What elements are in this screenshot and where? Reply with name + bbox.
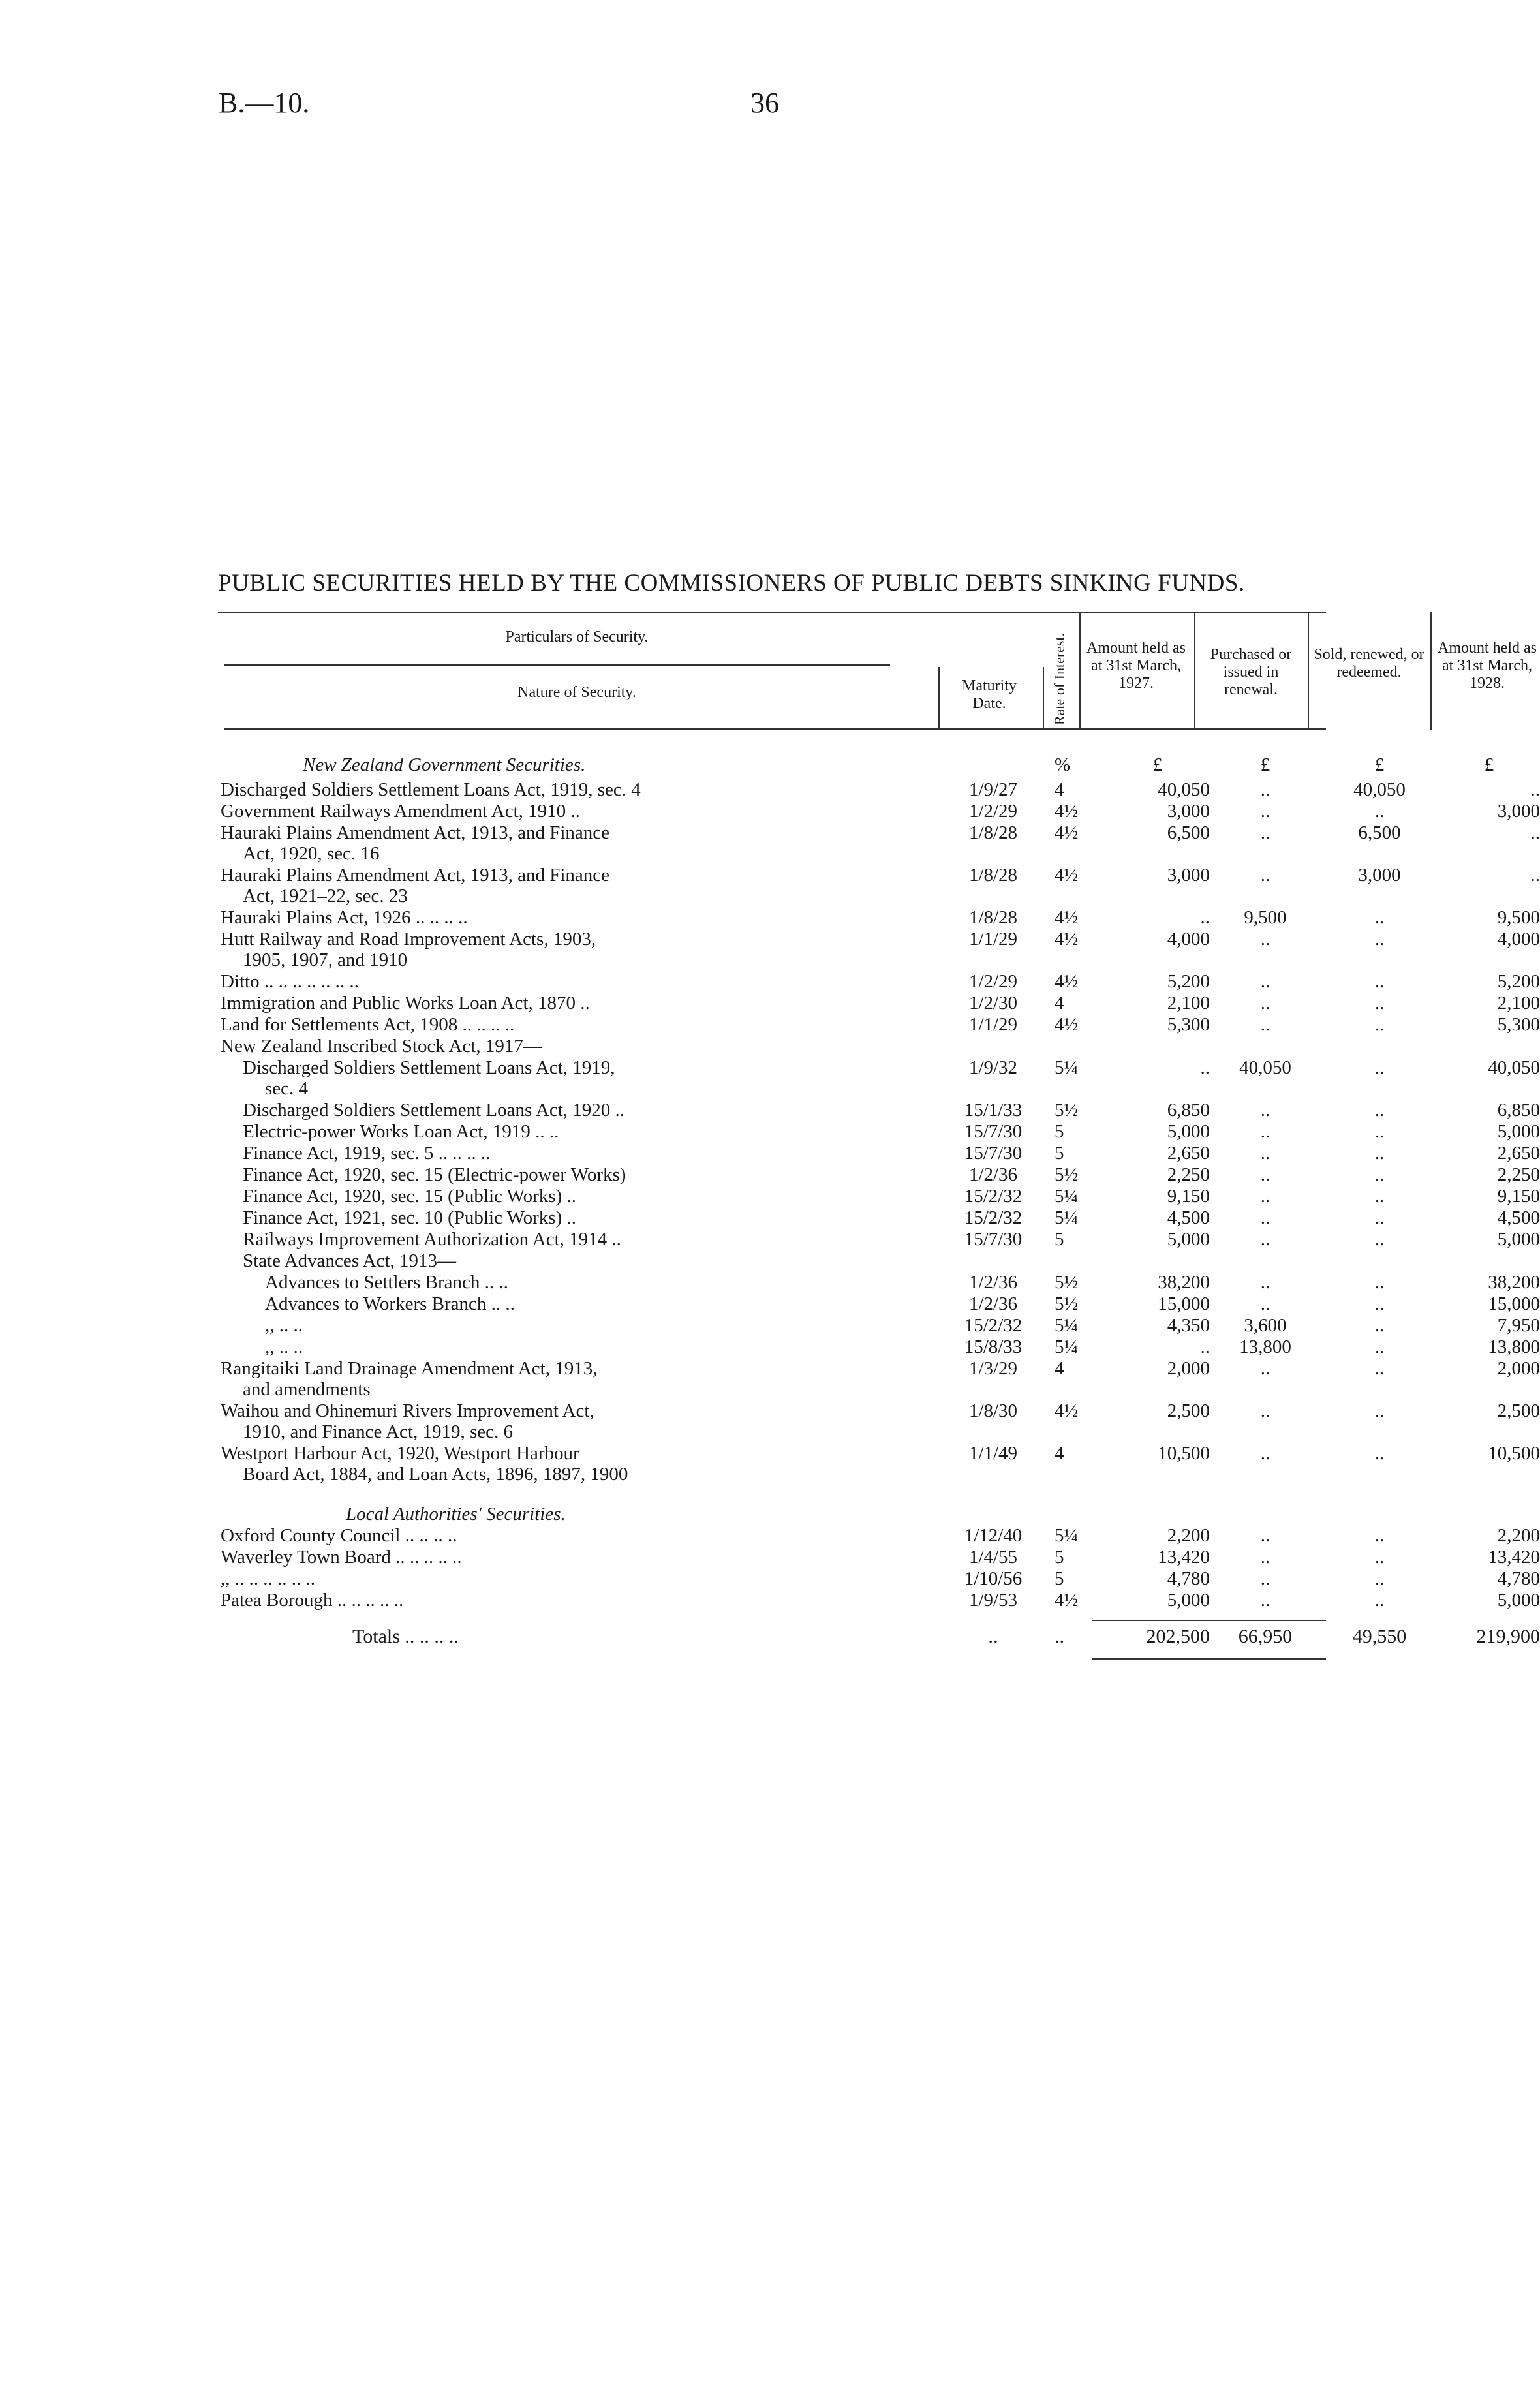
col-rule-held27 (1194, 612, 1195, 730)
header-held-1928: Amount held as at 31st March, 1928. (1438, 640, 1537, 692)
amount-held-1928: 2,000 (1497, 1358, 1540, 1379)
interest-rate: 4½ (1055, 971, 1079, 992)
interest-rate: 4 (1055, 1358, 1064, 1379)
maturity-date: 1/1/49 (968, 1443, 1018, 1464)
interest-rate: 5¼ (1055, 1525, 1079, 1546)
amount-held-1928: 9,500 (1497, 907, 1540, 928)
amount-held-1927: 2,100 (1167, 993, 1210, 1013)
amount-purchased: .. (1260, 1358, 1270, 1379)
interest-rate: 5¼ (1055, 1186, 1079, 1207)
security-name-line: Oxford County Council .. .. .. .. (221, 1525, 457, 1546)
maturity-date: 1/2/29 (968, 971, 1018, 992)
security-name-continuation: Act, 1920, sec. 16 (243, 843, 380, 864)
amount-purchased: 3,600 (1244, 1315, 1287, 1336)
amount-sold: .. (1374, 1164, 1385, 1185)
security-name (221, 1590, 938, 1611)
amount-sold: .. (1374, 993, 1385, 1013)
maturity-date: 1/1/29 (968, 1014, 1018, 1035)
total-held-1928: 219,900 (1476, 1626, 1540, 1647)
maturity-date: 1/9/27 (968, 779, 1018, 800)
amount-held-1927: 4,780 (1167, 1568, 1210, 1589)
maturity-date: 1/2/29 (968, 801, 1018, 822)
security-name-line: ,, .. .. (265, 1337, 303, 1357)
maturity-date: 15/8/33 (964, 1337, 1023, 1357)
security-name-line: Hutt Railway and Road Improvement Acts, 1903, (221, 929, 596, 950)
amount-held-1928: 2,100 (1497, 993, 1540, 1013)
security-name (221, 929, 938, 970)
amount-held-1928: .. (1530, 822, 1540, 843)
security-name-continuation: 1910, and Finance Act, 1919, sec. 6 (243, 1421, 513, 1442)
amount-held-1927: 13,420 (1158, 1547, 1210, 1568)
totals-date: .. (988, 1626, 998, 1647)
maturity-date: 15/2/32 (964, 1207, 1023, 1228)
amount-sold: .. (1374, 801, 1385, 822)
interest-rate: 5½ (1055, 1164, 1079, 1185)
interest-rate: 5¼ (1055, 1315, 1079, 1336)
sold-unit: £ (1374, 754, 1385, 775)
security-name (265, 1272, 983, 1293)
amount-purchased: .. (1260, 1186, 1270, 1207)
header-held-1927: Amount held as at 31st March, 1927. (1086, 640, 1186, 692)
security-name-line: Advances to Settlers Branch .. .. (265, 1272, 508, 1293)
amount-held-1928: 2,500 (1497, 1400, 1540, 1421)
header-maturity: Maturity Date. (962, 677, 1017, 712)
maturity-date: 1/8/28 (968, 865, 1018, 886)
security-name-continuation: and amendments (243, 1379, 371, 1400)
held28-unit: £ (1484, 754, 1494, 775)
amount-purchased: .. (1260, 1525, 1270, 1546)
amount-held-1928: 7,950 (1497, 1315, 1540, 1336)
security-name (265, 1337, 983, 1357)
security-name (265, 1315, 983, 1336)
amount-held-1927: 5,200 (1167, 971, 1210, 992)
security-name (221, 1358, 938, 1400)
interest-rate: 4½ (1055, 929, 1079, 950)
security-name (221, 993, 938, 1013)
interest-rate: 5½ (1055, 1293, 1079, 1314)
security-name (221, 1400, 938, 1442)
amount-held-1927: 38,200 (1158, 1272, 1210, 1293)
security-name-line: Discharged Soldiers Settlement Loans Act, 1919, (243, 1057, 615, 1078)
amount-sold: .. (1374, 929, 1385, 950)
amount-held-1928: 6,850 (1497, 1100, 1540, 1121)
amount-purchased: .. (1260, 1164, 1270, 1185)
header-sold: Sold, renewed, or redeemed. (1314, 646, 1424, 681)
security-name-line: Hauraki Plains Amendment Act, 1913, and Finance (221, 865, 610, 886)
interest-rate: 4 (1055, 993, 1064, 1013)
total-purchased: 66,950 (1238, 1626, 1293, 1647)
amount-sold: .. (1374, 1547, 1385, 1568)
maturity-date: 1/2/36 (968, 1272, 1018, 1293)
security-name (243, 1164, 961, 1185)
security-name-line: ,, .. .. .. .. .. .. (221, 1568, 315, 1589)
amount-held-1928: 4,500 (1497, 1207, 1540, 1228)
security-name-line: Hauraki Plains Act, 1926 .. .. .. .. (221, 907, 468, 928)
amount-held-1928: 2,250 (1497, 1164, 1540, 1185)
amount-held-1927: .. (1200, 1337, 1210, 1357)
maturity-date: 15/2/32 (964, 1315, 1023, 1336)
amount-sold: 3,000 (1358, 865, 1401, 886)
security-name-line: Government Railways Amendment Act, 1910 .. (221, 801, 580, 822)
amount-held-1927: 10,500 (1158, 1443, 1210, 1464)
totals-rate: .. (1055, 1626, 1064, 1647)
purchased-unit: £ (1260, 754, 1270, 775)
header-rate: Rate of Interest. (1051, 632, 1068, 725)
amount-held-1927: 15,000 (1158, 1293, 1210, 1314)
header-nature: Nature of Security. (517, 684, 636, 701)
header-purchased: Purchased or issued in renewal. (1210, 646, 1292, 698)
maturity-date: 1/9/32 (968, 1057, 1018, 1078)
security-name-line: ,, .. .. (265, 1315, 303, 1336)
amount-purchased: .. (1260, 1293, 1270, 1314)
amount-sold: .. (1374, 1358, 1385, 1379)
security-name-line: Rangitaiki Land Drainage Amendment Act, 1913, (221, 1358, 598, 1379)
security-name-line: Discharged Soldiers Settlement Loans Act, 1919, sec. 4 (221, 779, 641, 800)
amount-held-1928: .. (1530, 779, 1540, 800)
amount-held-1928: 2,200 (1497, 1525, 1540, 1546)
interest-rate: 4½ (1055, 1400, 1079, 1421)
amount-purchased: .. (1260, 929, 1270, 950)
document-reference: B.—10. (219, 87, 310, 119)
col-rule-sold (1430, 612, 1432, 730)
security-name (243, 1229, 961, 1250)
maturity-date: 1/2/36 (968, 1164, 1018, 1185)
inscribed-stock-heading-text: New Zealand Inscribed Stock Act, 1917— (221, 1036, 542, 1057)
amount-purchased: .. (1260, 865, 1270, 886)
amount-sold: .. (1374, 1100, 1385, 1121)
amount-held-1927: 2,200 (1167, 1525, 1210, 1546)
amount-held-1928: 3,000 (1497, 801, 1540, 822)
security-name (243, 1143, 961, 1164)
amount-purchased: 9,500 (1244, 907, 1287, 928)
amount-held-1927: 4,350 (1167, 1315, 1210, 1336)
amount-held-1928: 4,780 (1497, 1568, 1540, 1589)
amount-purchased: .. (1260, 1400, 1270, 1421)
security-name-continuation: Act, 1921–22, sec. 23 (243, 886, 408, 906)
amount-held-1928: 5,300 (1497, 1014, 1540, 1035)
interest-rate: 4½ (1055, 1014, 1079, 1035)
security-name-continuation: 1905, 1907, and 1910 (243, 950, 408, 970)
security-name-continuation: Board Act, 1884, and Loan Acts, 1896, 1897, 1900 (243, 1464, 628, 1485)
amount-purchased: 40,050 (1239, 1057, 1291, 1078)
amount-held-1928: 9,150 (1497, 1186, 1540, 1207)
interest-rate: 5½ (1055, 1272, 1079, 1293)
security-name (221, 1443, 938, 1485)
amount-held-1928: 5,200 (1497, 971, 1540, 992)
security-name-line: Finance Act, 1921, sec. 10 (Public Works) .. (243, 1207, 576, 1228)
total-held-1927: 202,500 (1146, 1626, 1210, 1647)
amount-sold: .. (1374, 1057, 1385, 1078)
maturity-date: 1/8/30 (968, 1400, 1018, 1421)
interest-rate: 4½ (1055, 801, 1079, 822)
amount-held-1927: 4,000 (1167, 929, 1210, 950)
page-number: 36 (750, 87, 779, 119)
amount-held-1927: 9,150 (1167, 1186, 1210, 1207)
amount-sold: .. (1374, 1525, 1385, 1546)
amount-purchased: .. (1260, 822, 1270, 843)
security-name-line: Westport Harbour Act, 1920, Westport Harbour (221, 1443, 579, 1464)
amount-purchased: .. (1260, 1547, 1270, 1568)
security-name-line: Waverley Town Board .. .. .. .. .. (221, 1547, 462, 1568)
amount-held-1927: .. (1200, 907, 1210, 928)
amount-purchased: .. (1260, 779, 1270, 800)
maturity-date: 1/8/28 (968, 907, 1018, 928)
amount-purchased: .. (1260, 1443, 1270, 1464)
security-name (221, 1547, 938, 1568)
security-name-line: Land for Settlements Act, 1908 .. .. .. .. (221, 1014, 515, 1035)
amount-held-1927: 6,500 (1167, 822, 1210, 843)
amount-held-1927: 2,000 (1167, 1358, 1210, 1379)
amount-purchased: .. (1260, 1207, 1270, 1228)
amount-sold: .. (1374, 971, 1385, 992)
interest-rate: 5¼ (1055, 1057, 1079, 1078)
maturity-date: 1/1/29 (968, 929, 1018, 950)
maturity-date: 1/9/53 (968, 1590, 1018, 1611)
amount-held-1927: 5,300 (1167, 1014, 1210, 1035)
security-name (221, 779, 938, 800)
interest-rate: 5 (1055, 1143, 1064, 1164)
section-local-heading-text: Local Authorities' Securities. (346, 1504, 566, 1524)
security-name (243, 1100, 961, 1121)
interest-rate: 5 (1055, 1229, 1064, 1250)
maturity-date: 15/1/33 (964, 1100, 1023, 1121)
amount-held-1927: 3,000 (1167, 865, 1210, 886)
interest-rate: 4 (1055, 779, 1064, 800)
amount-held-1928: 4,000 (1497, 929, 1540, 950)
header-particulars: Particulars of Security. (505, 628, 649, 645)
amount-sold: .. (1374, 1207, 1385, 1228)
amount-held-1928: 13,420 (1488, 1547, 1540, 1568)
col-rule-nature (938, 667, 940, 730)
header-top-rule (218, 612, 1326, 613)
amount-purchased: .. (1260, 1143, 1270, 1164)
totals-top-rule (1092, 1620, 1326, 1621)
totals-label: Totals .. .. .. .. (352, 1626, 459, 1647)
amount-held-1927: 2,500 (1167, 1400, 1210, 1421)
interest-rate: 4½ (1055, 865, 1079, 886)
maturity-date: 15/7/30 (964, 1143, 1023, 1164)
amount-held-1927: 5,000 (1167, 1590, 1210, 1611)
security-name (221, 971, 938, 992)
amount-held-1927: 2,650 (1167, 1143, 1210, 1164)
amount-held-1928: 13,800 (1488, 1337, 1540, 1357)
amount-held-1927: 4,500 (1167, 1207, 1210, 1228)
amount-held-1927: 6,850 (1167, 1100, 1210, 1121)
interest-rate: 4½ (1055, 822, 1079, 843)
amount-held-1928: 40,050 (1488, 1057, 1540, 1078)
security-name (243, 1121, 961, 1142)
interest-rate: 4½ (1055, 1590, 1079, 1611)
maturity-date: 1/12/40 (964, 1525, 1023, 1546)
amount-held-1927: 2,250 (1167, 1164, 1210, 1185)
amount-held-1927: 5,000 (1167, 1121, 1210, 1142)
security-name (243, 1186, 961, 1207)
amount-held-1928: 38,200 (1488, 1272, 1540, 1293)
amount-sold: .. (1374, 1315, 1385, 1336)
amount-sold: .. (1374, 1590, 1385, 1611)
section-nz-heading: New Zealand Government Securities. (303, 754, 586, 775)
security-name-line: Ditto .. .. .. .. .. .. .. (221, 971, 359, 992)
interest-rate: 5 (1055, 1568, 1064, 1589)
security-name (221, 1525, 938, 1546)
interest-rate: 5 (1055, 1547, 1064, 1568)
security-name (221, 907, 938, 928)
security-name-line: Discharged Soldiers Settlement Loans Act, 1920 .. (243, 1100, 625, 1121)
amount-sold: .. (1374, 1337, 1385, 1357)
interest-rate: 5¼ (1055, 1207, 1079, 1228)
interest-rate: 5¼ (1055, 1337, 1079, 1357)
amount-held-1928: 10,500 (1488, 1443, 1540, 1464)
security-name-line: Patea Borough .. .. .. .. .. (221, 1590, 404, 1611)
security-name-line: Advances to Workers Branch .. .. (265, 1293, 515, 1314)
amount-held-1927: 40,050 (1158, 779, 1210, 800)
amount-purchased: .. (1260, 1272, 1270, 1293)
held27-unit: £ (1152, 754, 1163, 775)
interest-rate: 5½ (1055, 1100, 1079, 1121)
maturity-date: 1/3/29 (968, 1358, 1018, 1379)
interest-rate: 5 (1055, 1121, 1064, 1142)
security-name-line: Electric-power Works Loan Act, 1919 .. .. (243, 1121, 559, 1142)
security-name-line: Railways Improvement Authorization Act, 1914 .. (243, 1229, 621, 1250)
amount-sold: .. (1374, 1121, 1385, 1142)
amount-sold: 6,500 (1358, 822, 1401, 843)
amount-held-1927: .. (1200, 1057, 1210, 1078)
maturity-date: 15/7/30 (964, 1229, 1023, 1250)
amount-purchased: 13,800 (1239, 1337, 1291, 1357)
amount-purchased: .. (1260, 1100, 1270, 1121)
security-name (221, 1568, 938, 1589)
amount-sold: 40,050 (1353, 779, 1406, 800)
col-rule-purchased (1308, 612, 1309, 730)
amount-purchased: .. (1260, 1568, 1270, 1589)
amount-purchased: .. (1260, 1590, 1270, 1611)
page-title: PUBLIC SECURITIES HELD BY THE COMMISSIONERS OF PUBLIC DEBTS SINKING FUNDS. (218, 570, 1245, 596)
col-rule-maturity (1043, 667, 1044, 730)
maturity-date: 1/4/55 (968, 1547, 1018, 1568)
amount-sold: .. (1374, 1443, 1385, 1464)
security-name (221, 865, 938, 906)
maturity-date: 1/8/28 (968, 822, 1018, 843)
amount-purchased: .. (1260, 1121, 1270, 1142)
security-name (221, 822, 938, 864)
amount-purchased: .. (1260, 971, 1270, 992)
maturity-date: 1/2/36 (968, 1293, 1018, 1314)
amount-held-1928: 5,000 (1497, 1590, 1540, 1611)
amount-purchased: .. (1260, 801, 1270, 822)
security-name-line: Finance Act, 1920, sec. 15 (Electric-power Works) (243, 1164, 626, 1185)
security-name-line: Hauraki Plains Amendment Act, 1913, and Finance (221, 822, 610, 843)
amount-sold: .. (1374, 1229, 1385, 1250)
security-name (243, 1207, 961, 1228)
security-name (221, 801, 938, 822)
rate-unit: % (1055, 754, 1071, 775)
security-name-line: Finance Act, 1920, sec. 15 (Public Works) .. (243, 1186, 576, 1207)
maturity-date: 1/2/30 (968, 993, 1018, 1013)
amount-held-1928: 5,000 (1497, 1229, 1540, 1250)
security-name-line: Finance Act, 1919, sec. 5 .. .. .. .. (243, 1143, 491, 1164)
amount-held-1928: 15,000 (1488, 1293, 1540, 1314)
amount-sold: .. (1374, 1014, 1385, 1035)
maturity-date: 1/10/56 (964, 1568, 1023, 1589)
state-advances-heading-text: State Advances Act, 1913— (243, 1250, 457, 1271)
security-name (243, 1057, 961, 1099)
security-name-line: Immigration and Public Works Loan Act, 1870 .. (221, 993, 590, 1013)
interest-rate: 4 (1055, 1443, 1064, 1464)
security-name (221, 1014, 938, 1035)
particulars-rule (224, 664, 890, 666)
amount-purchased: .. (1260, 993, 1270, 1013)
header-bottom-rule (224, 728, 1326, 730)
interest-rate: 4½ (1055, 907, 1079, 928)
total-sold: 49,550 (1352, 1626, 1407, 1647)
col-rule-rate (1079, 612, 1081, 730)
amount-sold: .. (1374, 907, 1385, 928)
amount-purchased: .. (1260, 1229, 1270, 1250)
amount-held-1928: 5,000 (1497, 1121, 1540, 1142)
security-name-line: Waihou and Ohinemuri Rivers Improvement Act, (221, 1400, 594, 1421)
amount-sold: .. (1374, 1272, 1385, 1293)
security-name-continuation: sec. 4 (265, 1078, 309, 1099)
amount-held-1928: 2,650 (1497, 1143, 1540, 1164)
maturity-date: 15/7/30 (964, 1121, 1023, 1142)
amount-sold: .. (1374, 1143, 1385, 1164)
totals-bottom-rule (1092, 1658, 1326, 1660)
amount-sold: .. (1374, 1400, 1385, 1421)
amount-held-1928: .. (1530, 865, 1540, 886)
security-name (265, 1293, 983, 1314)
amount-held-1927: 3,000 (1167, 801, 1210, 822)
amount-sold: .. (1374, 1568, 1385, 1589)
amount-sold: .. (1374, 1186, 1385, 1207)
maturity-date: 15/2/32 (964, 1186, 1023, 1207)
amount-held-1927: 5,000 (1167, 1229, 1210, 1250)
amount-purchased: .. (1260, 1014, 1270, 1035)
amount-sold: .. (1374, 1293, 1385, 1314)
